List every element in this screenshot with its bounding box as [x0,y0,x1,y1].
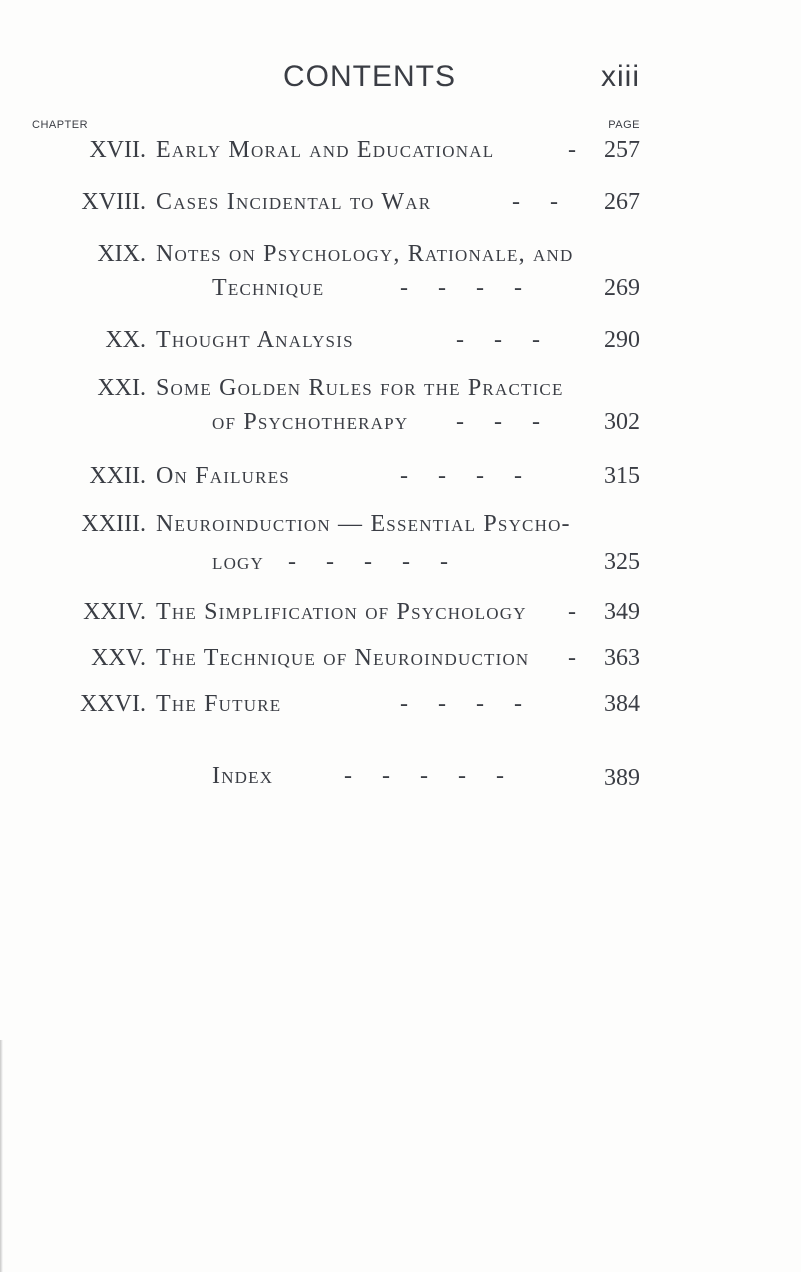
chapter-page: 269 [604,275,640,301]
chapter-page: 290 [604,327,640,353]
leader-dashes: - - - [456,327,540,353]
chapter-numeral: XVIII. [81,189,146,215]
page-edge-shadow [0,1040,3,1272]
chapter-title: Cases Incidental to War [156,189,432,215]
chapter-page: 257 [604,137,640,163]
chapter-title: Neuroinduction — Essential Psycho- [156,511,571,537]
page-title: CONTENTS [283,60,456,93]
chapter-page: 315 [604,463,640,489]
chapter-numeral: XXIII. [81,511,146,537]
chapter-numeral: XIX. [97,241,146,267]
chapter-page: 302 [604,409,640,435]
chapter-numeral: XXI. [97,375,146,401]
index-page: 389 [604,765,640,791]
chapter-title-continued: logy [212,549,265,575]
page-number: xiii [601,60,640,93]
chapter-numeral: XVII. [89,137,146,163]
chapter-title: On Failures [156,463,290,489]
chapter-column-label: CHAPTER [32,119,89,131]
chapter-title-continued: of Psychotherapy [212,409,409,435]
chapter-page: 349 [604,599,640,625]
chapter-page: 384 [604,691,640,717]
chapter-numeral: XXIV. [83,599,146,625]
chapter-numeral: XXV. [91,645,146,671]
chapter-page: 363 [604,645,640,671]
leader-dashes: - - - - - [288,549,448,575]
leader-dashes: - [568,645,576,671]
chapter-title: The Technique of Neuroinduction [156,645,530,671]
page-column-label: PAGE [608,119,640,131]
chapter-title-continued: Technique [212,275,325,301]
leader-dashes: - - [512,189,558,215]
index-title: Index [212,763,274,789]
chapter-title: The Future [156,691,282,717]
leader-dashes: - - - - [400,691,522,717]
chapter-numeral: XX. [105,327,146,353]
chapter-page: 267 [604,189,640,215]
leader-dashes: - - - [456,409,540,435]
chapter-numeral: XXII. [89,463,146,489]
chapter-title: Early Moral and Educational [156,137,495,163]
chapter-title: Some Golden Rules for the Practice [156,375,564,401]
chapter-title: Thought Analysis [156,327,354,353]
leader-dashes: - [568,599,576,625]
chapter-numeral: XXVI. [80,691,146,717]
chapter-title: The Simplification of Psychology [156,599,527,625]
chapter-page: 325 [604,549,640,575]
chapter-title: Notes on Psychology, Rationale, and [156,241,574,267]
leader-dashes: - - - - [400,275,522,301]
leader-dashes: - [568,137,576,163]
leader-dashes: - - - - - [344,763,504,789]
leader-dashes: - - - - [400,463,522,489]
